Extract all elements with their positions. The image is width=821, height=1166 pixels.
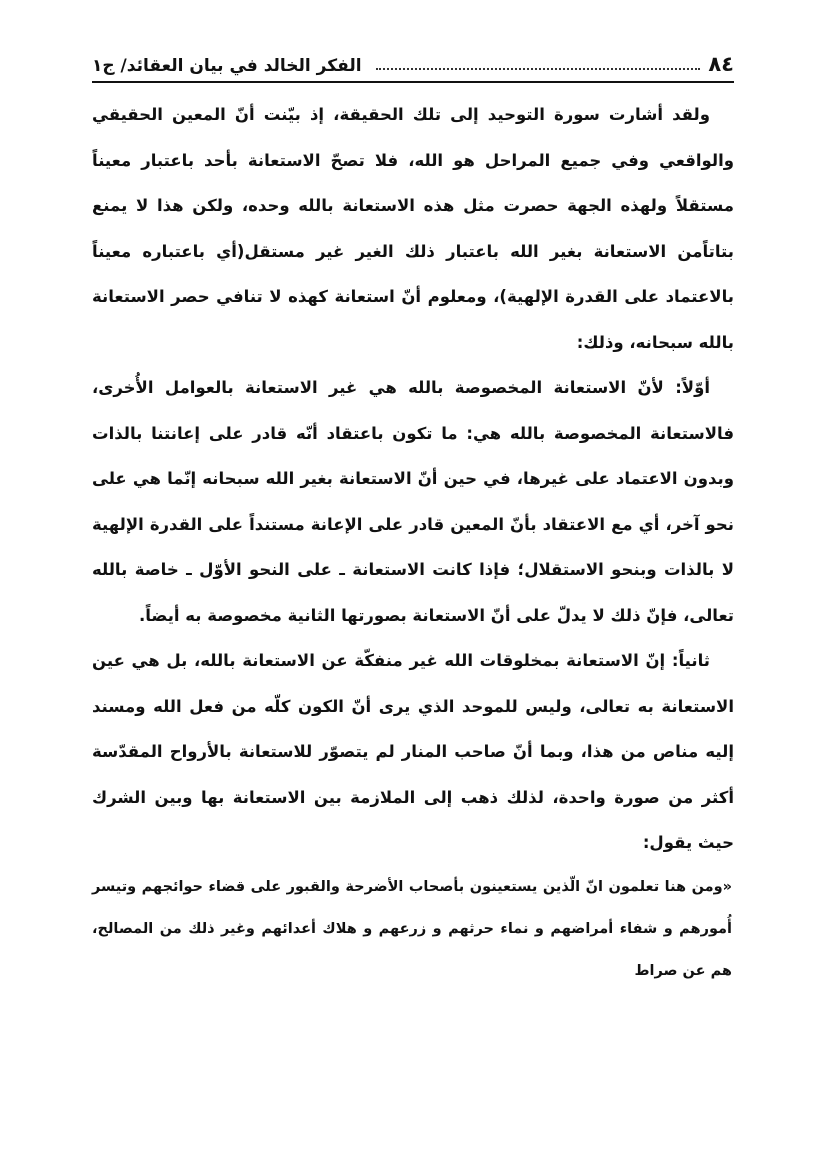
body-text — [92, 92, 734, 992]
running-title: الفكر الخالد في بيان العقائد/ ج١ — [92, 56, 362, 76]
paragraph-second-point: ثانياً: إنّ الاستعانة بمخلوقات الله غير منفكّة عن الاستعانة بالله، بل هي عين الاستعانة به تعالى، وليس للموحد الذي يرى أنّ الكون كلّه من فعل الله ومسند إليه مناص من هذا، وبما أنّ صاحب المنار لم يتصوّر للاستعانة بالأرواح المقدّسة أكثر من صورة واحدة، لذلك ذهب إلى الملازمة بين الاستعانة بها وبين الشرك حيث يقول: — [92, 651, 734, 852]
dotted-leader — [376, 68, 701, 70]
block-quote: «ومن هنا تعلمون انّ الّذين يستعينون بأصحاب الأضرحة والقبور على قضاء حوائجهم وتيسر أُمورهم و شفاء أمراضهم و نماء حرثهم و زرعهم و هلاك أعدائهم وغير ذلك من المصالح، هم عن صراط — [92, 878, 732, 979]
paragraph-first-point: أوّلاً: لأنّ الاستعانة المخصوصة بالله هي غير الاستعانة بالعوامل الأُخرى، فالاستعانة المخصوصة بالله هي: ما تكون باعتقاد أنّه قادر على إعانتنا بالذات وبدون الاعتماد على غيرها، في حين أنّ الاستعانة بغير الله سبحانه إنّما هي على نحو آخر، أي مع الاعتقاد بأنّ المعين قادر على الإعانة مستنداً على القدرة الإلهية لا بالذات وبنحو الاستقلال؛ فإذا كانت الاستعانة ـ على النحو الأوّل ـ خاصة بالله تعالى، فإنّ ذلك لا يدلّ على أنّ الاستعانة بصورتها الثانية مخصوصة به أيضاً. — [92, 378, 734, 625]
page-number: ٨٤ — [708, 52, 734, 76]
header-divider — [92, 81, 734, 83]
page-header — [92, 46, 734, 76]
paragraph-intro: ولقد أشارت سورة التوحيد إلى تلك الحقيقة، إذ بيّنت أنّ المعين الحقيقي والواقعي وفي جميع المراحل هو الله، فلا تصحّ الاستعانة بأحد باعتبار معيناً مستقلاً ولهذه الجهة حصرت مثل هذه الاستعانة بالله وحده، ولكن هذا لا يمنع بتاتاًمن الاستعانة بغير الله باعتبار ذلك الغير غير مستقل(أي باعتباره معيناً بالاعتماد على القدرة الإلهية)، ومعلوم أنّ استعانة كهذه لا تنافي حصر الاستعانة بالله سبحانه، وذلك: — [92, 105, 734, 352]
